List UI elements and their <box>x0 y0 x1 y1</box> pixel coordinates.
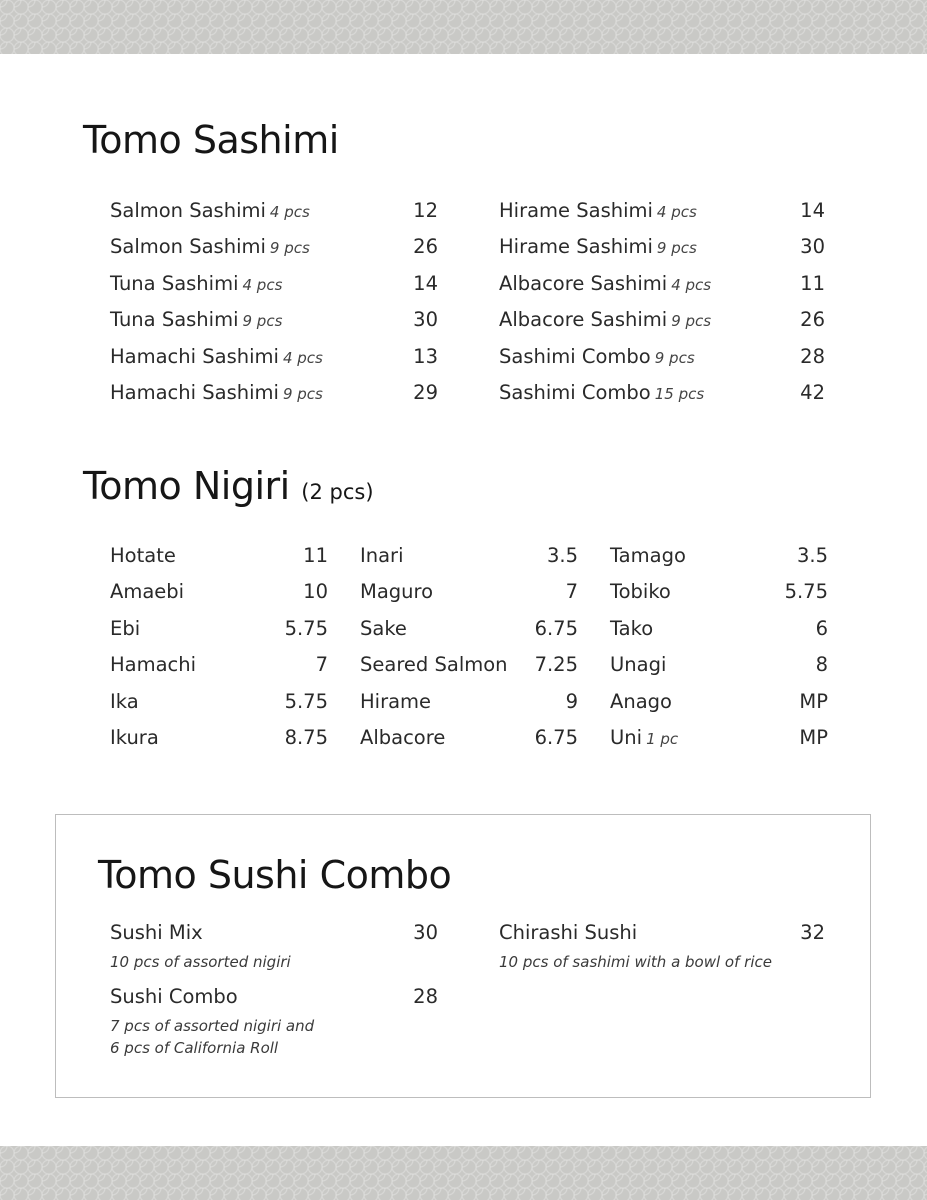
menu-item: Uni 1 pc MP <box>610 725 828 749</box>
nigiri-column-1 <box>110 544 328 762</box>
nigiri-section-title: Tomo Nigiri (2 pcs) <box>83 464 374 508</box>
sushi-combo-box <box>55 814 871 1098</box>
menu-item: Albacore Sashimi 9 pcs 26 <box>499 308 825 332</box>
menu-item: Tuna Sashimi 9 pcs 30 <box>110 308 438 332</box>
nigiri-column-3 <box>610 544 828 762</box>
menu-item: Tako 6 <box>610 616 828 640</box>
combo-description: 6 pcs of California Roll <box>110 1039 279 1057</box>
menu-item: Amaebi 10 <box>110 580 328 604</box>
combo-section-title: Tomo Sushi Combo <box>98 853 452 897</box>
menu-item: Hamachi Sashimi 9 pcs 29 <box>110 380 438 404</box>
combo-description: 10 pcs of sashimi with a bowl of rice <box>499 953 772 971</box>
menu-item: Hirame Sashimi 4 pcs 14 <box>499 199 825 222</box>
menu-item: Inari 3.5 <box>360 544 578 567</box>
menu-item: Ika 5.75 <box>110 689 328 713</box>
menu-item: Seared Salmon 7.25 <box>360 653 578 677</box>
combo-description: 10 pcs of assorted nigiri <box>110 953 291 971</box>
menu-item: Hamachi 7 <box>110 653 328 677</box>
menu-item: Ebi 5.75 <box>110 616 328 640</box>
combo-item-sushi-combo: Sushi Combo 28 7 pcs of assorted nigiri and 6 pcs of California Roll <box>110 985 438 1057</box>
top-pattern-band <box>0 0 927 54</box>
menu-item: Unagi 8 <box>610 653 828 677</box>
menu-item: Salmon Sashimi 9 pcs 26 <box>110 235 438 259</box>
menu-item: Sashimi Combo 9 pcs 28 <box>499 344 825 368</box>
menu-item: Sake 6.75 <box>360 616 578 640</box>
menu-item: Albacore 6.75 <box>360 725 578 749</box>
nigiri-piece-note: (2 pcs) <box>301 480 374 504</box>
menu-item: Hirame Sashimi 9 pcs 30 <box>499 235 825 259</box>
menu-item: Tobiko 5.75 <box>610 580 828 604</box>
sashimi-right-column <box>499 199 825 417</box>
menu-item: Maguro 7 <box>360 580 578 604</box>
menu-item: Hamachi Sashimi 4 pcs 13 <box>110 344 438 368</box>
sashimi-left-column <box>110 199 438 417</box>
combo-description: 7 pcs of assorted nigiri and <box>110 1017 315 1035</box>
menu-item: Tuna Sashimi 4 pcs 14 <box>110 271 438 295</box>
bottom-pattern-band <box>0 1146 927 1200</box>
menu-item: Albacore Sashimi 4 pcs 11 <box>499 271 825 295</box>
menu-item: Tamago 3.5 <box>610 544 828 567</box>
combo-item-sushi-mix: Sushi Mix 30 10 pcs of assorted nigiri <box>110 921 438 971</box>
menu-item: Hirame 9 <box>360 689 578 713</box>
menu-item: Salmon Sashimi 4 pcs 12 <box>110 199 438 222</box>
menu-item: Anago MP <box>610 689 828 713</box>
nigiri-column-2 <box>360 544 578 762</box>
menu-item: Hotate 11 <box>110 544 328 567</box>
menu-item: Sashimi Combo 15 pcs 42 <box>499 380 825 404</box>
menu-item: Ikura 8.75 <box>110 725 328 749</box>
combo-item-chirashi: Chirashi Sushi 32 10 pcs of sashimi with a bowl of rice <box>499 921 825 971</box>
sashimi-section-title: Tomo Sashimi <box>83 118 339 162</box>
